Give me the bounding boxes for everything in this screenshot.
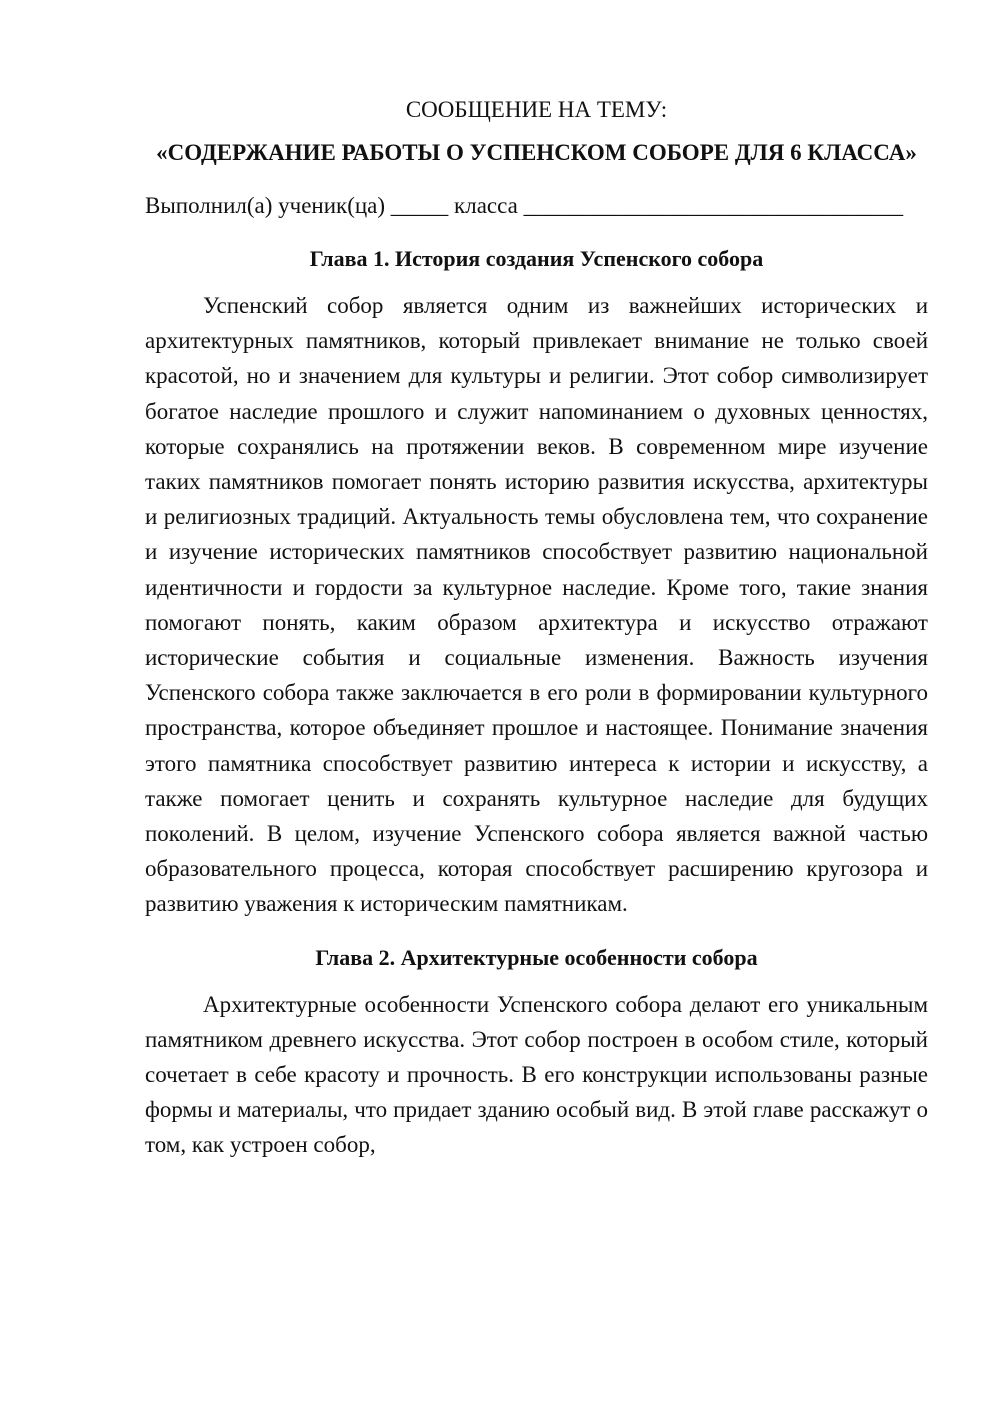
chapter-1-paragraph: Успенский собор является одним из важнейших исторических и архитектурных памятников, который привлекает внимание не только своей красотой, но и значением для культуры и религии. Этот собор символизирует богатое наследие прошлого и служит напоминанием о духовных ценностях, которые сохранялись на протяжении веков. В современном мире изучение таких памятников помогает понять историю развития искусства, архитектуры и религиозных традиций. Актуальность темы обусловлена тем, что сохранение и изучение исторических памятников способствует развитию национальной идентичности и гордости за культурное наследие. Кроме того, такие знания помогают понять, каким образом архитектура и искусство отражают исторические события и социальные изменения. Важность изучения Успенского собора также заключается в его роли в формировании культурного пространства, которое объединяет прошлое и настоящее. Понимание значения этого памятника способствует развитию интереса к истории и искусству, а также помогает ценить и сохранять культурное наследие для будущих поколений. В целом, изучение Успенского собора является важной частью образовательного процесса, которая способствует расширению кругозора и развитию уважения к историческим памятникам. xyxy=(145,293,928,917)
chapter-2-paragraph: Архитектурные особенности Успенского собора делают его уникальным памятником древнего искусства. Этот собор построен в особом стиле, который сочетает в себе красоту и прочность. В его конструкции использованы разные формы и материалы, что придает зданию особый вид. В этой главе расскажут о том, как устроен собор, xyxy=(145,991,928,1158)
chapter-1-heading: Глава 1. История создания Успенского собора xyxy=(309,246,764,271)
document-title: «СОДЕРЖАНИЕ РАБОТЫ О УСПЕНСКОМ СОБОРЕ ДЛЯ 6 КЛАССА» xyxy=(156,140,917,165)
document-page xyxy=(145,92,928,1181)
author-line: Выполнил(а) ученик(ца) _____ класса _________________________________ xyxy=(145,193,904,218)
chapter-2-heading: Глава 2. Архитектурные особенности собора xyxy=(315,944,758,970)
topic-line: СООБЩЕНИЕ НА ТЕМУ: xyxy=(405,97,668,122)
